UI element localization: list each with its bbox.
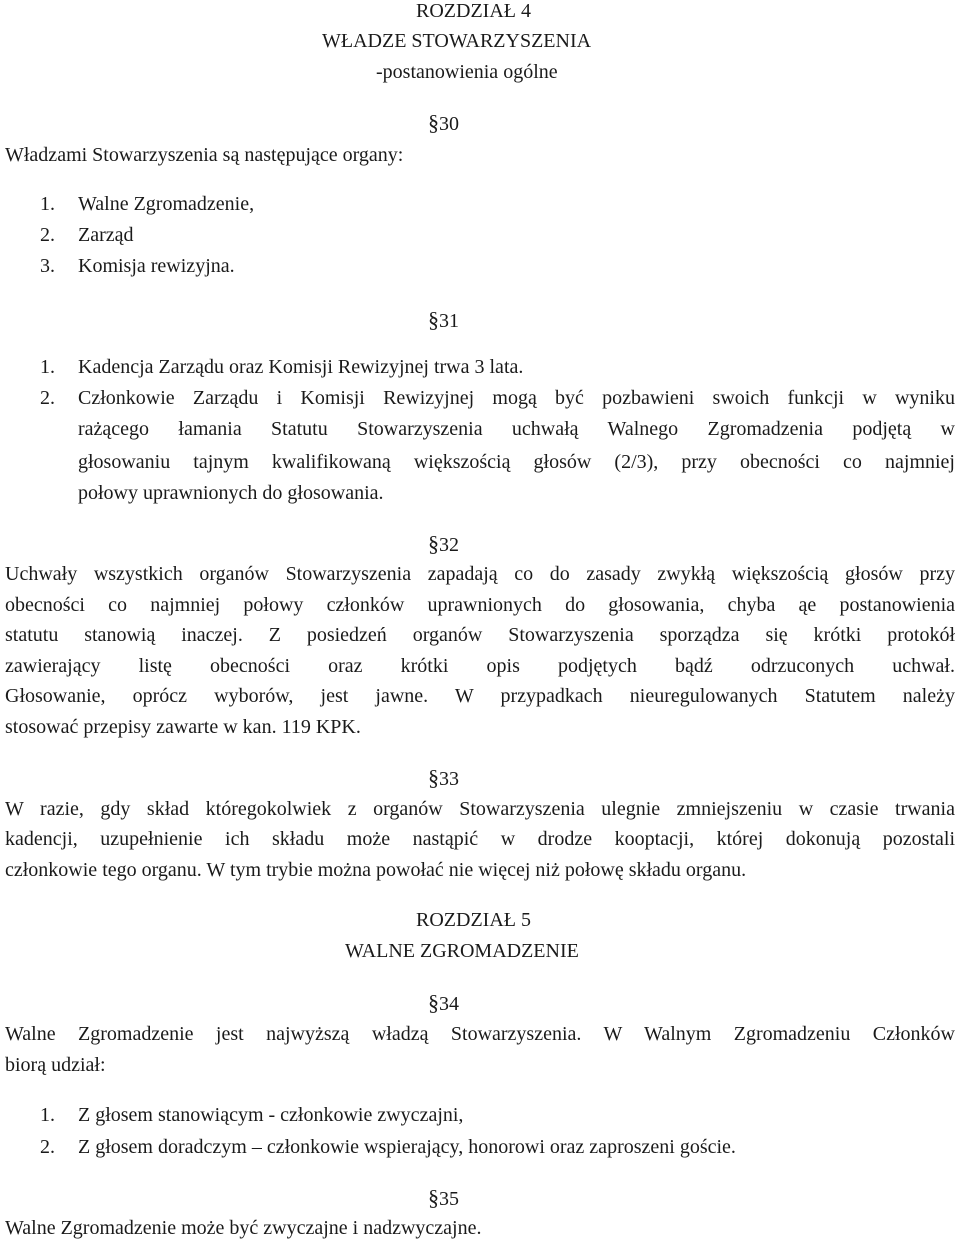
list-item: Kadencja Zarządu oraz Komisji Rewizyjnej trwa 3 lata. — [78, 356, 524, 378]
chapter-5-subtitle: WALNE ZGROMADZENIE — [345, 940, 579, 962]
chapter-5-title: ROZDZIAŁ 5 — [416, 909, 531, 931]
list-item: Z głosem doradczym – członkowie wspierający, honorowi oraz zaproszeni goście. — [78, 1136, 736, 1158]
section-sign: § — [428, 765, 439, 790]
section-32-heading — [428, 529, 459, 559]
list-item-number: 2. — [40, 1136, 55, 1158]
list-item-number: 2. — [40, 387, 55, 409]
section-32-number: 32 — [439, 534, 459, 556]
section-sign: § — [428, 307, 439, 332]
section-34-heading — [428, 988, 459, 1018]
section-31-heading — [428, 305, 459, 335]
paragraph-line: statutu stanowią inaczej. Z posiedzeń organów Stowarzyszenia sporządza się krótki protokół — [5, 624, 955, 646]
section-34-number: 34 — [439, 993, 459, 1015]
section-sign: § — [428, 1185, 439, 1210]
list-item-number: 1. — [40, 1104, 55, 1126]
paragraph-line: połowy uprawnionych do głosowania. — [78, 482, 384, 504]
paragraph-line: Głosowanie, oprócz wyborów, jest jawne. W przypadkach nieuregulowanych Statutem należy — [5, 685, 955, 707]
chapter-4-title: ROZDZIAŁ 4 — [416, 0, 531, 22]
list-item: Komisja rewizyjna. — [78, 255, 235, 277]
paragraph-line: stosować przepisy zawarte w kan. 119 KPK. — [5, 716, 361, 738]
list-item-number: 2. — [40, 224, 55, 246]
list-item-number: 1. — [40, 356, 55, 378]
paragraph-line: Walne Zgromadzenie może być zwyczajne i nadzwyczajne. — [5, 1217, 482, 1239]
section-35-number: 35 — [439, 1188, 459, 1210]
chapter-4-note: -postanowienia ogólne — [376, 61, 558, 83]
section-33-number: 33 — [439, 768, 459, 790]
paragraph-line: biorą udział: — [5, 1054, 106, 1076]
section-33-heading — [428, 763, 459, 793]
chapter-4-subtitle: WŁADZE STOWARZYSZENIA — [322, 30, 592, 52]
section-35-heading — [428, 1183, 459, 1213]
list-item: Z głosem stanowiącym - członkowie zwyczajni, — [78, 1104, 464, 1126]
paragraph-line: Uchwały wszystkich organów Stowarzyszenia zapadają co do zasady zwykłą większością głosów przy — [5, 563, 955, 585]
paragraph-line: członkowie tego organu. W tym trybie można powołać nie więcej niż połowę składu organu. — [5, 859, 747, 881]
paragraph-line: Członkowie Zarządu i Komisji Rewizyjnej mogą być pozbawieni swoich funkcji w wyniku — [78, 387, 955, 409]
section-31-number: 31 — [439, 310, 459, 332]
paragraph-line: W razie, gdy skład któregokolwiek z organów Stowarzyszenia ulegnie zmniejszeniu w czasie trwania — [5, 798, 955, 820]
section-sign: § — [428, 990, 439, 1015]
paragraph-line: Walne Zgromadzenie jest najwyższą władzą Stowarzyszenia. W Walnym Zgromadzeniu Członków — [5, 1023, 955, 1045]
list-item: Walne Zgromadzenie, — [78, 193, 255, 215]
paragraph-line: rażącego łamania Statutu Stowarzyszenia uchwałą Walnego Zgromadzenia podjętą w — [78, 418, 955, 440]
list-item-number: 1. — [40, 193, 55, 215]
section-30-number: 30 — [439, 113, 459, 135]
paragraph-line: obecności co najmniej połowy członków uprawnionych do głosowania, chyba ąe postanowienia — [5, 594, 955, 616]
paragraph-line: głosowaniu tajnym kwalifikowaną większością głosów (2/3), przy obecności co najmniej — [78, 451, 955, 473]
section-sign: § — [428, 110, 439, 135]
paragraph-line: kadencji, uzupełnienie ich składu może nastąpić w drodze kooptacji, której dokonują pozostali — [5, 828, 955, 850]
paragraph-line: zawierający listę obecności oraz krótki opis podjętych bądź odrzuconych uchwał. — [5, 655, 955, 677]
section-30-heading — [428, 108, 459, 138]
list-item-number: 3. — [40, 255, 55, 277]
list-item: Zarząd — [78, 224, 134, 246]
section-30-intro: Władzami Stowarzyszenia są następujące organy: — [5, 144, 404, 166]
section-sign: § — [428, 531, 439, 556]
